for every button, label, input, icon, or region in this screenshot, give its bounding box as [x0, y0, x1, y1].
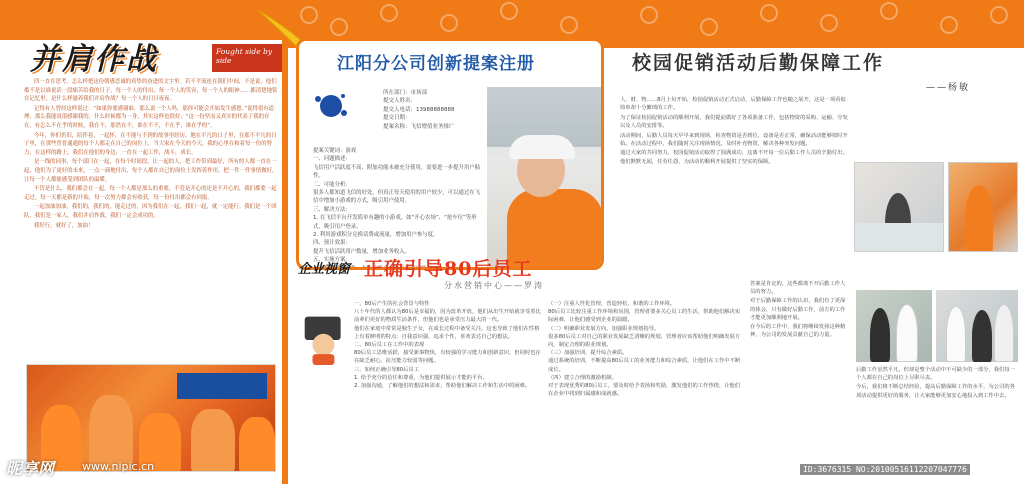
ink-splash-icon	[313, 91, 349, 121]
body-line: （一）注重人性化管理，营造轻松、和谐的工作环境。	[548, 301, 676, 307]
watermark-id: ID:3676315 NO:20100516112207047776	[800, 464, 970, 475]
person-figure	[972, 310, 992, 362]
body-line: 提升飞信活跃用户数量，增加业务收入。	[313, 248, 411, 255]
staff-photo-left	[856, 290, 932, 362]
pattern-circle	[640, 6, 658, 24]
cartoon-character-icon	[300, 312, 350, 368]
body-line: 二、可能分析：	[313, 181, 351, 188]
person-figure	[965, 185, 993, 252]
proposal-title: 江阳分公司创新提案注册	[337, 54, 535, 74]
paragraph: 四一直在思考，怎么样把这份朝感恋诚的真挚的奋进的文字里。若不平流连在我们中间，不是说，他们都不是以谁说话一段痛苦给我的日子，每一个人的付出，每一个人的笑容，每一个人的眼神……都清楚地铭在记忆里，是什么样滋养我们并肩作战？每一个人的日日夜夜。	[24, 79, 278, 103]
campus-photo-booth	[948, 162, 1018, 252]
article-title: 正确引导80后员工	[364, 258, 533, 280]
paragraph: 答案是肯定的，这些都离不开后勤工作人员的努力。	[750, 281, 846, 296]
body-line: 2. 利用游戏积分兑换话费或流量，增加用户参与度。	[313, 232, 439, 239]
paragraph: 一起加油加油，我们的，我们的，能走过的，因为我们在一起，我们一起，就一定能行。我们是一个团队，我们是一家人，我们并肩作战，我们一定会成功的。	[24, 204, 277, 219]
body-line: 2. 加强沟通，了解他们的想法和需求，帮助他们解决工作和生活中的困难。	[354, 383, 531, 390]
campus-article-author: ——杨敏	[926, 83, 971, 93]
campus-article-body	[620, 96, 850, 264]
watermark-logo: 昵享网	[6, 459, 55, 478]
person-figure	[946, 306, 966, 362]
paragraph: 后勤工作虽然平凡，但却是整个活动中不可缺少的一部分，我们每一个人都在自己的岗位上尽职尽责。	[856, 367, 1015, 382]
info-line: 提交人电话：13988888888	[383, 106, 455, 113]
paragraph: 不管是什么，我们都会在一起，每一个人都是那么的重要，不管是开心的还是不开心的，我们都要一起走过。每一天都是新的开始，每一次努力都会有收获，每一份付出都会有回报。	[24, 186, 277, 201]
body-line: 对于表现优秀的80后员工，要及时给予表扬和奖励，激发他们的工作热情，让他们在企业中找到归属感和成就感。	[548, 383, 741, 398]
left-section-title: 并肩作战	[30, 42, 158, 77]
paragraph: 人、财、物……8月上旬开始，校园促销活动正式启动，后勤保障工作也随之展开，这是一项看似简单却十分繁琐的工作。	[620, 97, 846, 112]
paragraph: 今年，你们仍旧，陪伴着，一起怀，在不能与不到的故事里经历，地在平凡的日子里，在那不平凡的日子里，在那些普普通通的每个人都走在自己的岗位上，当大家在今天的今天，我的心里在和着每一份的努力，在这样的路上，我们在他们的身边，一直在一起工作，战斗，成长。	[24, 132, 277, 156]
paragraph: 是一线的同事，每个部门在一起，在每个时间段，让一起的人，把工作带到最好，所有的人都一直在一起，他们为了更好的未来，一点一滴地付出，每个人都在自己的岗位上发挥着作用，把一件一件事情做好，让每一个人都能感受到团队的温暖。	[24, 159, 278, 183]
pattern-circle	[990, 6, 1008, 24]
body-line: 五、实施方案：	[313, 257, 351, 264]
person-figure	[896, 304, 918, 362]
body-line: 很多人都知道飞信的好处，但真正每天使用的用户较少，可以通过在飞信中增加小游戏的方式，吸引用户使用。	[313, 190, 481, 205]
proposal-info	[383, 89, 473, 131]
body-line: 1. 在飞信平台开发简单有趣的小游戏，如“开心农场”、“抢车位”等形式，吸引用户登录。	[313, 215, 477, 230]
article-body-col2	[548, 300, 744, 480]
body-line: 一、80后产生的社会背景与特性	[354, 301, 430, 307]
info-line: 提交人姓名：	[383, 98, 417, 105]
body-line: 1. 给予充分的信任和尊重，为他们提供展示才能的平台。	[354, 374, 488, 381]
pattern-circle	[760, 4, 778, 22]
body-line: 很多80后员工对自己的职业发展缺乏清晰的规划，管理者应该帮助他们明确发展方向，制定合理的职业规划。	[548, 333, 741, 349]
campus-photo-tent	[854, 162, 944, 252]
body-line: 八十年代的人都认为80后是幸福的，因为改革开放，他们从出生开始就享受着比前辈们更好的物质生活条件，但他们也是承受压力最大的一代。	[354, 309, 541, 324]
campus-article-body-end	[856, 366, 1020, 476]
body-line: 80后员工思维活跃，接受新事物快，有较强的学习能力和创新意识，但同时也存在缺乏耐心、抗压能力较弱等问题。	[354, 350, 541, 365]
pattern-circle	[700, 18, 718, 36]
pattern-circle	[880, 2, 898, 20]
pattern-circle	[500, 2, 518, 20]
body-line: 飞信用户活跃度不高，附加功能未被充分使用，需要进一步提升用户粘性。	[313, 164, 481, 180]
column-divider	[282, 40, 288, 484]
proposal-body	[313, 147, 481, 267]
body-line: 提案关键词：游戏	[313, 148, 357, 154]
left-section-subtitle: Fought side by side	[212, 44, 284, 72]
body-line: 三、如何正确引导80后员工	[354, 366, 420, 373]
paragraph: 记得有人曾经这样说过：“如果你要感谢谁，那么说一个人吗，那你可能会开始发生感恩。”说得很有道理，那么我能说很感谢我的，什么时候都为一身，其实这样也很好，“这一份坚而又真实的代表了我的存在，有怎么不在乎的时候，我在不，那然在不，谁在不不，不在乎，谁在乎的”。	[24, 105, 275, 129]
left-article-body	[24, 78, 278, 360]
paragraph: 今后，我们将不断总结经验，提高后勤保障工作的水平，为公司的各项活动提供更好的服务，让大家能够更加安心地投入到工作中去。	[856, 384, 1015, 399]
person-figure	[994, 304, 1014, 362]
pattern-circle	[440, 14, 458, 32]
pattern-circle	[940, 16, 958, 34]
body-line: （二）明确职业发展方向，加强职业规划指导。	[548, 325, 660, 332]
watermark-url: www.nipic.cn	[82, 460, 155, 473]
staff-photo-right	[936, 290, 1018, 362]
body-line: 一、问题描述：	[313, 156, 351, 163]
paragraph: 通过大家的共同努力，校园促销活动取得了圆满成功，这离不开每一位后勤工作人员的辛勤付出。他们默默无闻，任劳任怨，为活动的顺利开展提供了坚实的保障。	[620, 150, 848, 165]
info-line: 提案名称：飞信增值业务推广	[383, 123, 455, 130]
closing-line: 我好行，就好了，加油！	[34, 222, 94, 229]
photo-banner	[177, 373, 267, 399]
body-line: 他们在家庭中常常是独生子女，在成长过程中备受关注，这也导致了他们在性格上有着鲜明的特点：自我意识强，追求个性，喜欢表达自己的想法。	[354, 325, 540, 340]
table	[855, 223, 944, 252]
cap	[509, 135, 575, 159]
body-line: （四）建立合理的激励机制。	[548, 374, 617, 381]
pattern-circle	[380, 4, 398, 22]
pattern-circle	[820, 14, 838, 32]
body-line: （三）加强培训，提升综合素质。	[548, 350, 628, 357]
body-line: 二、80后员工在工作中的表现	[354, 342, 425, 349]
campus-article-body-cont	[750, 280, 850, 480]
person-figure	[870, 308, 890, 362]
campus-article-title: 校园促销活动后勤保障工作	[632, 52, 885, 74]
info-line: 提交日期：	[383, 115, 411, 122]
info-line: 所在部门：市场部	[383, 90, 428, 96]
proposal-box	[296, 38, 604, 270]
section-tag: 企业视窗	[298, 262, 351, 277]
person-figure	[191, 409, 235, 472]
paragraph: 活动期间，后勤人员每天早早来到现场，检查物资是否到位，设备是否正常，确保活动能够按时开始。在活动过程中，我们随时关注现场情况，及时补充物资，解决各种突发问题。	[620, 132, 848, 148]
person-figure	[239, 417, 275, 472]
team-photo	[26, 364, 276, 472]
body-line: 通过系统的培训，不断提高80后员工的业务能力和综合素质，让他们在工作中不断成长。	[548, 358, 741, 373]
body-line: 80后员工比较注重工作环境和氛围，管理者要多关心员工的生活，帮助他们解决实际困难，让他们感受到企业的温暖。	[548, 309, 741, 324]
promoter-photo	[487, 87, 603, 269]
article-author: 分水营销中心——罗涛	[444, 281, 544, 290]
paragraph: 为了保证校园促销活动的顺利开展，我们提前做好了各项准备工作，包括物资的采购、运输、分发以及人员的安排等。	[620, 114, 848, 130]
body-line: 四、预计效果：	[313, 240, 351, 247]
paragraph: 对于后勤保障工作的认识，我们有了更深的体会，只有做好后勤工作，前方的工作才能更加顺利地开展。	[750, 298, 846, 321]
body-line: 三、解决方法：	[313, 206, 351, 213]
pattern-circle	[560, 16, 578, 34]
paragraph: 在今后的工作中，我们将继续发扬这种精神，为公司的发展贡献自己的力量。	[750, 324, 846, 339]
